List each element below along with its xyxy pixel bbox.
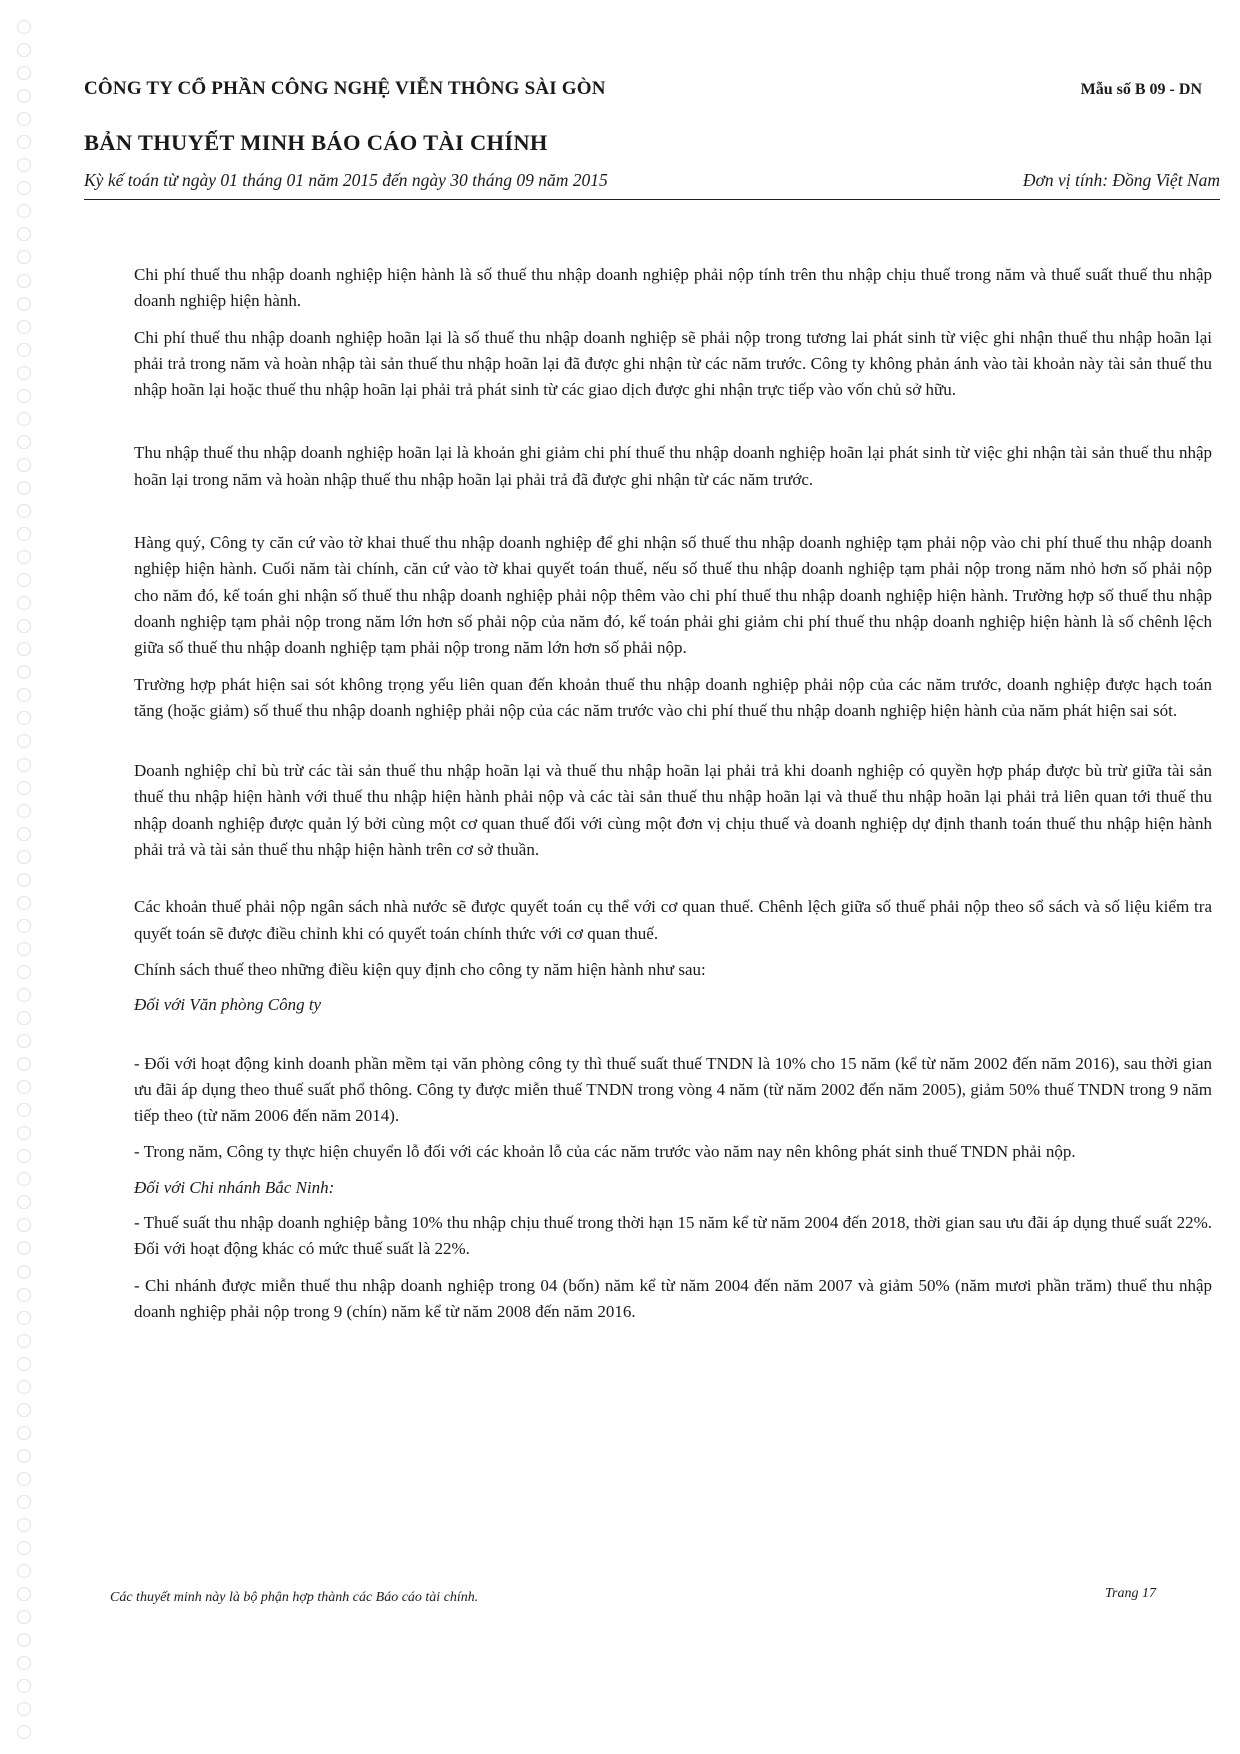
paragraph: Doanh nghiệp chỉ bù trừ các tài sản thuế thu nhập hoãn lại và thuế thu nhập hoãn lại phải trả khi doanh nghiệp có quyền hợp pháp được bù trừ giữa tài sản thuế thu nhập hiện hành với thuế thu nhập hiện hành phải nộp và các tài sản thuế thu nhập hoãn lại và thuế thu nhập hoãn lại phải trả liên quan tới thuế thu nhập doanh nghiệp được quản lý bởi cùng một cơ quan thuế đối với cùng một đơn vị chịu thuế và doanh nghiệp dự định thanh toán thuế thu nhập hiện hành phải trả và tài sản thuế thu nhập hiện hành trên cơ sở thuần. bbox=[134, 761, 1212, 860]
page-footer bbox=[110, 1586, 1156, 1606]
section-heading: Đối với Chi nhánh Bắc Ninh: bbox=[134, 1177, 335, 1197]
document-body bbox=[134, 262, 1212, 1325]
page-number: Trang 17 bbox=[1105, 1586, 1156, 1601]
paragraph: Các khoản thuế phải nộp ngân sách nhà nước sẽ được quyết toán cụ thể với cơ quan thuế. Chênh lệch giữa số thuế phải nộp theo sổ sách và số liệu kiểm tra quyết toán sẽ được điều chỉnh khi có quyết toán chính thức với cơ quan thuế. bbox=[134, 897, 1212, 943]
paragraph: Hàng quý, Công ty căn cứ vào tờ khai thuế thu nhập doanh nghiệp để ghi nhận số thuế thu nhập doanh nghiệp tạm phải nộp vào chi phí thuế thu nhập doanh nghiệp hiện hành. Cuối năm tài chính, căn cứ vào tờ khai quyết toán thuế, nếu số thuế thu nhập doanh nghiệp tạm phải nộp trong năm nhỏ hơn số phải nộp cho năm đó, kế toán ghi nhận số thuế thu nhập doanh nghiệp phải nộp thêm vào chi phí thuế thu nhập doanh nghiệp hiện hành. Trường hợp số thuế thu nhập doanh nghiệp tạm phải nộp trong năm lớn hơn số phải nộp của năm đó, kế toán phải ghi giảm chi phí thuế thu nhập doanh nghiệp hiện hành là số chênh lệch giữa số thuế thu nhập doanh nghiệp tạm phải nộp trong năm lớn hơn số phải nộp. bbox=[134, 533, 1212, 658]
paragraph: Thu nhập thuế thu nhập doanh nghiệp hoãn lại là khoản ghi giảm chi phí thuế thu nhập doanh nghiệp hoãn lại phát sinh từ việc ghi nhận tài sản thuế thu nhập hoãn lại trong năm và hoàn nhập thuế thu nhập hoãn lại phải trả đã được ghi nhận từ các năm trước. bbox=[134, 443, 1212, 489]
accounting-period: Kỳ kế toán từ ngày 01 tháng 01 năm 2015 đến ngày 30 tháng 09 năm 2015 bbox=[84, 170, 608, 190]
footer-note: Các thuyết minh này là bộ phận hợp thành các Báo cáo tài chính. bbox=[110, 1590, 479, 1605]
company-name: CÔNG TY CỔ PHẦN CÔNG NGHỆ VIỄN THÔNG SÀI GÒN bbox=[84, 78, 606, 99]
document-title: BẢN THUYẾT MINH BÁO CÁO TÀI CHÍNH bbox=[84, 130, 548, 155]
paragraph: Trường hợp phát hiện sai sót không trọng yếu liên quan đến khoản thuế thu nhập doanh nghiệp phải nộp của các năm trước, doanh nghiệp được hạch toán tăng (hoặc giảm) số thuế thu nhập doanh nghiệp phải nộp của các năm trước vào chi phí thuế thu nhập doanh nghiệp hiện hành của năm phát hiện sai sót. bbox=[134, 674, 1212, 720]
paragraph: - Chi nhánh được miễn thuế thu nhập doanh nghiệp trong 04 (bốn) năm kể từ năm 2004 đến năm 2007 và giảm 50% (năm mươi phần trăm) thuế thu nhập doanh nghiệp phải nộp trong 9 (chín) năm kể từ năm 2008 đến năm 2016. bbox=[134, 1275, 1212, 1321]
page-header bbox=[84, 78, 1220, 200]
paragraph: - Trong năm, Công ty thực hiện chuyển lỗ đối với các khoản lỗ của các năm trước vào năm nay nên không phát sinh thuế TNDN phải nộp. bbox=[134, 1142, 1076, 1162]
paragraph: Chi phí thuế thu nhập doanh nghiệp hoãn lại là số thuế thu nhập doanh nghiệp sẽ phải nộp trong tương lai phát sinh từ việc ghi nhận thuế thu nhập hoãn lại phải trả trong năm và hoàn nhập tài sản thuế thu nhập hoãn lại đã được ghi nhận từ các năm trước. Công ty không phản ánh vào tài khoản này tài sản thuế thu nhập hoãn lại hoặc thuế thu nhập hoãn lại phải trả phát sinh từ các giao dịch được ghi nhận trực tiếp vào vốn chủ sở hữu. bbox=[134, 327, 1212, 400]
header-divider bbox=[84, 199, 1220, 200]
currency-unit: Đơn vị tính: Đồng Việt Nam bbox=[1022, 170, 1220, 190]
section-heading: Đối với Văn phòng Công ty bbox=[134, 995, 322, 1015]
paragraph: Chi phí thuế thu nhập doanh nghiệp hiện hành là số thuế thu nhập doanh nghiệp phải nộp tính trên thu nhập chịu thuế trong năm và thuế suất thuế thu nhập doanh nghiệp hiện hành. bbox=[134, 265, 1212, 311]
paragraph: - Thuế suất thu nhập doanh nghiệp bằng 10% thu nhập chịu thuế trong thời hạn 15 năm kể từ năm 2004 đến 2018, thời gian sau ưu đãi áp dụng thuế suất 22%. Đối với hoạt động khác có mức thuế suất là 22%. bbox=[134, 1213, 1212, 1259]
binding-holes bbox=[14, 20, 34, 1740]
paragraph: - Đối với hoạt động kinh doanh phần mềm tại văn phòng công ty thì thuế suất thuế TNDN là 10% cho 15 năm (kể từ năm 2002 đến năm 2016), sau thời gian ưu đãi áp dụng theo thuế suất phổ thông. Công ty được miễn thuế TNDN trong vòng 4 năm (từ năm 2002 đến năm 2005), giảm 50% thuế TNDN trong 9 năm tiếp theo (từ năm 2006 đến năm 2014). bbox=[134, 1053, 1212, 1126]
form-code: Mẫu số B 09 - DN bbox=[1080, 81, 1202, 98]
paragraph: Chính sách thuế theo những điều kiện quy định cho công ty năm hiện hành như sau: bbox=[134, 959, 706, 979]
